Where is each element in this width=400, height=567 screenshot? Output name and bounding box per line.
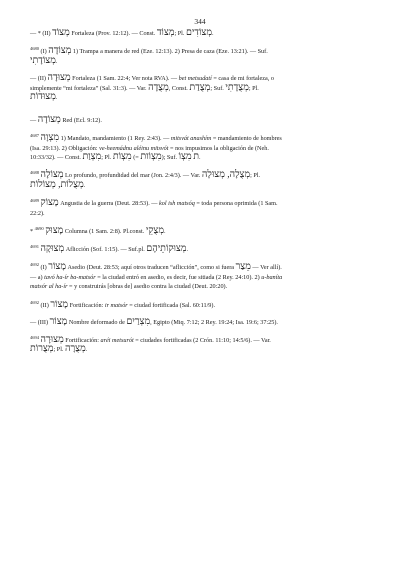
entry-text: , Egipto (Miq. 7:12; 2 Rey. 19:24; Isa. 19:6; 37:25).	[150, 318, 278, 326]
hebrew-word: מְצוֹדָה	[48, 46, 72, 57]
entry-text: Columna (1 Sam. 2:8). Pl.const.	[63, 227, 146, 235]
hebrew-word: מָצוֹר	[49, 316, 68, 327]
hebrew-word: מִצְוֹת	[112, 152, 132, 163]
hebrew-word: מְצוֹדִים	[186, 28, 213, 38]
hebrew-word: מְצֻלָה, מְצוּלָה	[201, 170, 251, 181]
dictionary-entry	[30, 29, 370, 39]
entry-line	[30, 181, 370, 191]
transliteration: u-baníta	[261, 273, 283, 281]
dictionary-entry	[30, 170, 370, 190]
entry-text: (I)	[39, 48, 49, 56]
entry-line	[30, 273, 370, 283]
strong-number: 4692	[30, 262, 39, 268]
entry-text: (Isa. 29:13). 2) Obligación:	[30, 144, 100, 152]
entry-text: Angustia de la guerra (Deut. 28:53). —	[58, 200, 160, 208]
entry-text: Red (Ecl. 9:12).	[60, 116, 102, 124]
entry-text: simplemente “mi fortaleza” (Sal. 31:3). — Var.	[30, 84, 149, 92]
hebrew-word: מְצוֹדָה	[37, 114, 61, 125]
entry-text: .	[85, 346, 88, 354]
hebrew-word: מְצוֹד	[52, 28, 70, 38]
entry-text: ; Pl.	[174, 30, 186, 37]
hebrew-word: מְצוּקוֹתֵיהֶם	[146, 244, 187, 255]
entry-line	[30, 300, 370, 311]
entry-text: .	[212, 30, 214, 37]
entry-text: ; Pl.	[248, 84, 259, 92]
entry-text: (II)	[39, 301, 51, 309]
entry-text: = la ciudad entró en asedio, es decir, fue sitiada (2 Rey. 24:10). 2)	[95, 273, 262, 281]
hebrew-word: מִצְוַת	[82, 152, 102, 163]
entry-text: 1) Trampa a manera de red (Eze. 12:13). 2) Presa de caza (Eze. 13:21). — Suf.	[71, 48, 268, 56]
entry-text: ; Pl.	[250, 172, 261, 180]
hebrew-word: מְצוֹדָתִי	[30, 55, 56, 66]
transliteration: tavó ha-ír ba-matsór	[44, 273, 96, 281]
entry-text: .	[83, 181, 86, 189]
entry-text: (=	[131, 154, 141, 162]
page-number: 344	[194, 17, 206, 26]
entry-line	[30, 57, 370, 67]
entry-text: Lo profundo, profundidad del mar (Jon. 2:4/3). — Var.	[63, 172, 202, 180]
strong-number: 4691	[30, 243, 39, 249]
dictionary-entry	[30, 300, 370, 311]
strong-number: 4690	[34, 225, 44, 231]
strong-number: 4687	[30, 132, 39, 138]
hebrew-word: מִצְוָה	[40, 132, 60, 143]
dictionary-entries	[30, 29, 370, 363]
dictionary-entry	[30, 74, 370, 103]
entry-line	[30, 46, 370, 57]
hebrew-word: מִצְרַיִם	[126, 316, 151, 327]
entry-line	[30, 262, 370, 273]
transliteration: mitsvát anashím	[170, 134, 212, 142]
entry-line	[30, 84, 370, 94]
hebrew-word: מָצוֹר	[50, 299, 69, 310]
entry-text: Fortaleza (Prov. 12:12). — Const.	[69, 30, 157, 37]
strong-number: 4689	[30, 198, 39, 203]
entry-text: .	[55, 57, 58, 65]
hebrew-word: מִצְוֹ	[178, 152, 192, 163]
entry-line	[30, 93, 370, 103]
entry-line	[30, 226, 370, 237]
strong-number: 4692	[30, 299, 39, 305]
hebrew-word: מֵצַר	[235, 262, 251, 273]
hebrew-word: מְצֻקֵי	[145, 225, 164, 236]
entry-text: 1) Mandato, mandamiento (1 Rey. 2:43). —	[59, 134, 171, 142]
entry-text: —	[30, 116, 38, 124]
entry-text: = mandamiento de hombres	[211, 134, 282, 142]
entry-text: Aflicción (Sof. 1:15). — Suf.pl.	[64, 246, 147, 254]
hebrew-word: מְצוֹד	[156, 28, 175, 38]
entry-text: ); Suf.	[161, 154, 179, 162]
entry-text: (I)	[39, 264, 49, 272]
strong-number: 4688	[30, 170, 39, 176]
entry-line	[30, 198, 370, 209]
hebrew-word: מְצֻדַת	[189, 82, 211, 93]
entry-text: Fortificación:	[63, 336, 101, 344]
entry-text: ; Suf.	[210, 84, 226, 92]
dictionary-entry	[30, 262, 370, 292]
entry-text: 22:2).	[30, 209, 45, 217]
dictionary-entry	[30, 116, 370, 126]
entry-text: Fortificación:	[68, 301, 105, 309]
dictionary-entry	[30, 335, 370, 355]
transliteration: ve-heemádnu aléinu mitsvót	[99, 144, 169, 152]
strong-number: 4694	[30, 334, 39, 340]
dictionary-entry	[30, 244, 370, 255]
entry-text: .	[198, 154, 201, 162]
hebrew-word: מְצֻדָתִי	[225, 82, 249, 93]
entry-text: .	[164, 227, 166, 235]
entry-line	[30, 133, 370, 144]
entry-text: = nos impusimos la obligación de (Neh.	[168, 144, 269, 152]
hebrew-word: מְצוּדוֹת	[30, 92, 56, 103]
hebrew-word: מָצוּק	[45, 225, 64, 236]
hebrew-word: מָצוֹק	[40, 198, 59, 209]
entry-text: *	[30, 227, 35, 235]
entry-line	[30, 209, 370, 219]
entry-line	[30, 244, 370, 255]
entry-line	[30, 29, 370, 39]
dictionary-entry	[30, 226, 370, 237]
entry-line	[30, 144, 370, 154]
transliteration: kol ish matsóq	[159, 200, 195, 208]
transliteration: matsór al ha-ír	[30, 283, 68, 291]
entry-text: — (II)	[30, 74, 48, 82]
entry-line	[30, 282, 370, 292]
entry-text: ; Pl.	[53, 346, 66, 354]
transliteration: ir matsór	[104, 301, 128, 309]
entry-text: — Ver allí).	[250, 264, 282, 272]
entry-line	[30, 345, 370, 355]
transliteration: aréi metsurót	[100, 336, 134, 344]
entry-text: = casa de mi fortaleza, o	[211, 74, 274, 82]
entry-text: = toda persona oprimida (1 Sam.	[194, 200, 278, 208]
entry-text: ; Pl.	[101, 154, 113, 162]
dictionary-entry	[30, 46, 370, 66]
hebrew-word: מְצוּקָה	[40, 244, 65, 255]
transliteration: bet metsudatí	[178, 74, 212, 82]
strong-number: 4680	[30, 46, 39, 52]
hebrew-word: ת	[193, 152, 199, 163]
entry-text: = ciudad fortificada (Sal. 60:11/9).	[127, 301, 215, 309]
hebrew-word: מְצֻרוֹת	[30, 344, 54, 355]
hebrew-word: מְצֻדָה	[148, 82, 169, 93]
hebrew-word: מְצֻלוֹת, מְצוֹלוֹת	[30, 179, 84, 190]
entry-text: Nombre deformado de	[67, 318, 127, 326]
dictionary-entry	[30, 198, 370, 218]
entry-text: .	[186, 246, 189, 254]
entry-line	[30, 116, 370, 126]
entry-text: .	[55, 94, 58, 102]
hebrew-word: מִצְוֹות	[140, 152, 162, 163]
entry-text: Asedio (Deut. 28:53; aquí otros traducen “aflicción”, como si fuera	[66, 264, 236, 272]
entry-text: Fortaleza (1 Sam. 22:4; Ver nota RVA). —	[70, 74, 179, 82]
hebrew-word: מְצוּדָה	[47, 72, 71, 83]
entry-text: , Const.	[168, 84, 190, 92]
hebrew-word: מְצוֹלָה	[40, 170, 64, 181]
entry-text: — a)	[30, 273, 45, 281]
hebrew-word: מָצוֹר	[48, 262, 66, 273]
entry-line	[30, 318, 370, 328]
dictionary-entry	[30, 133, 370, 163]
entry-text: — (III)	[30, 318, 50, 326]
entry-text: = y construirás [obras de] asedio contra la ciudad (Deut. 20:20).	[67, 283, 228, 291]
entry-text: 10:33/32). — Const.	[30, 154, 83, 162]
entry-text: = ciudades fortificadas (2 Crón. 11:10; 14:5/6). — Var.	[133, 336, 271, 344]
hebrew-word: מְצֻרָה	[65, 344, 86, 355]
entry-line	[30, 153, 370, 163]
dictionary-entry	[30, 318, 370, 328]
hebrew-word: מְצוּרָה	[40, 334, 64, 345]
entry-text: — * (II)	[30, 30, 53, 37]
